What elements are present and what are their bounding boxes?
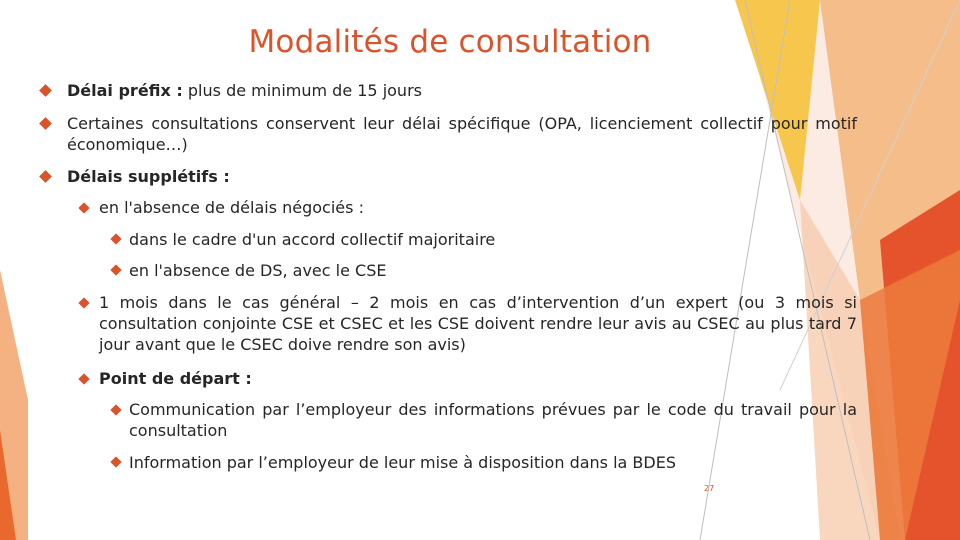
diamond-bullet-icon xyxy=(39,84,52,97)
item-information: Information par l’employeur de leur mise à disposition dans la BDES xyxy=(129,453,676,472)
item-label: Point de départ : xyxy=(99,369,252,388)
item-delai-prefix xyxy=(67,80,857,101)
diamond-bullet-icon xyxy=(110,456,121,467)
item-cadre-accord: dans le cadre d'un accord collectif majoritaire xyxy=(129,230,496,249)
diamond-bullet-icon xyxy=(78,202,89,213)
item-certaines-consultations: Certaines consultations conservent leur délai spécifique (OPA, licenciement collectif pour motif économique…) xyxy=(67,114,857,154)
page-number: 27 xyxy=(704,484,715,493)
diamond-bullet-icon xyxy=(110,233,121,244)
item-label: Délai préfix : xyxy=(67,81,183,100)
item-label: Délais supplétifs : xyxy=(67,167,230,186)
item-delais-suppletifs xyxy=(67,166,857,187)
item-un-mois: 1 mois dans le cas général – 2 mois en cas d’intervention d’un expert (ou 3 mois si consultation conjointe CSE et CSEC et les CSE doivent rendre leur avis au CSEC au plus tard 7 jour avant que le CSEC doive rendre son avis) xyxy=(99,293,857,354)
item-absence-ds: en l'absence de DS, avec le CSE xyxy=(129,261,387,280)
diamond-bullet-icon xyxy=(39,117,52,130)
diamond-bullet-icon xyxy=(78,297,89,308)
item-text: plus de minimum de 15 jours xyxy=(182,81,422,100)
slide-title: Modalités de consultation xyxy=(248,24,652,60)
item-communication: Communication par l’employeur des informations prévues par le code du travail pour la consultation xyxy=(129,400,857,440)
diamond-bullet-icon xyxy=(39,170,52,183)
item-point-depart xyxy=(99,368,857,389)
item-absence-delais: en l'absence de délais négociés : xyxy=(99,198,364,217)
diamond-bullet-icon xyxy=(110,404,121,415)
diamond-bullet-icon xyxy=(110,264,121,275)
diamond-bullet-icon xyxy=(78,373,89,384)
